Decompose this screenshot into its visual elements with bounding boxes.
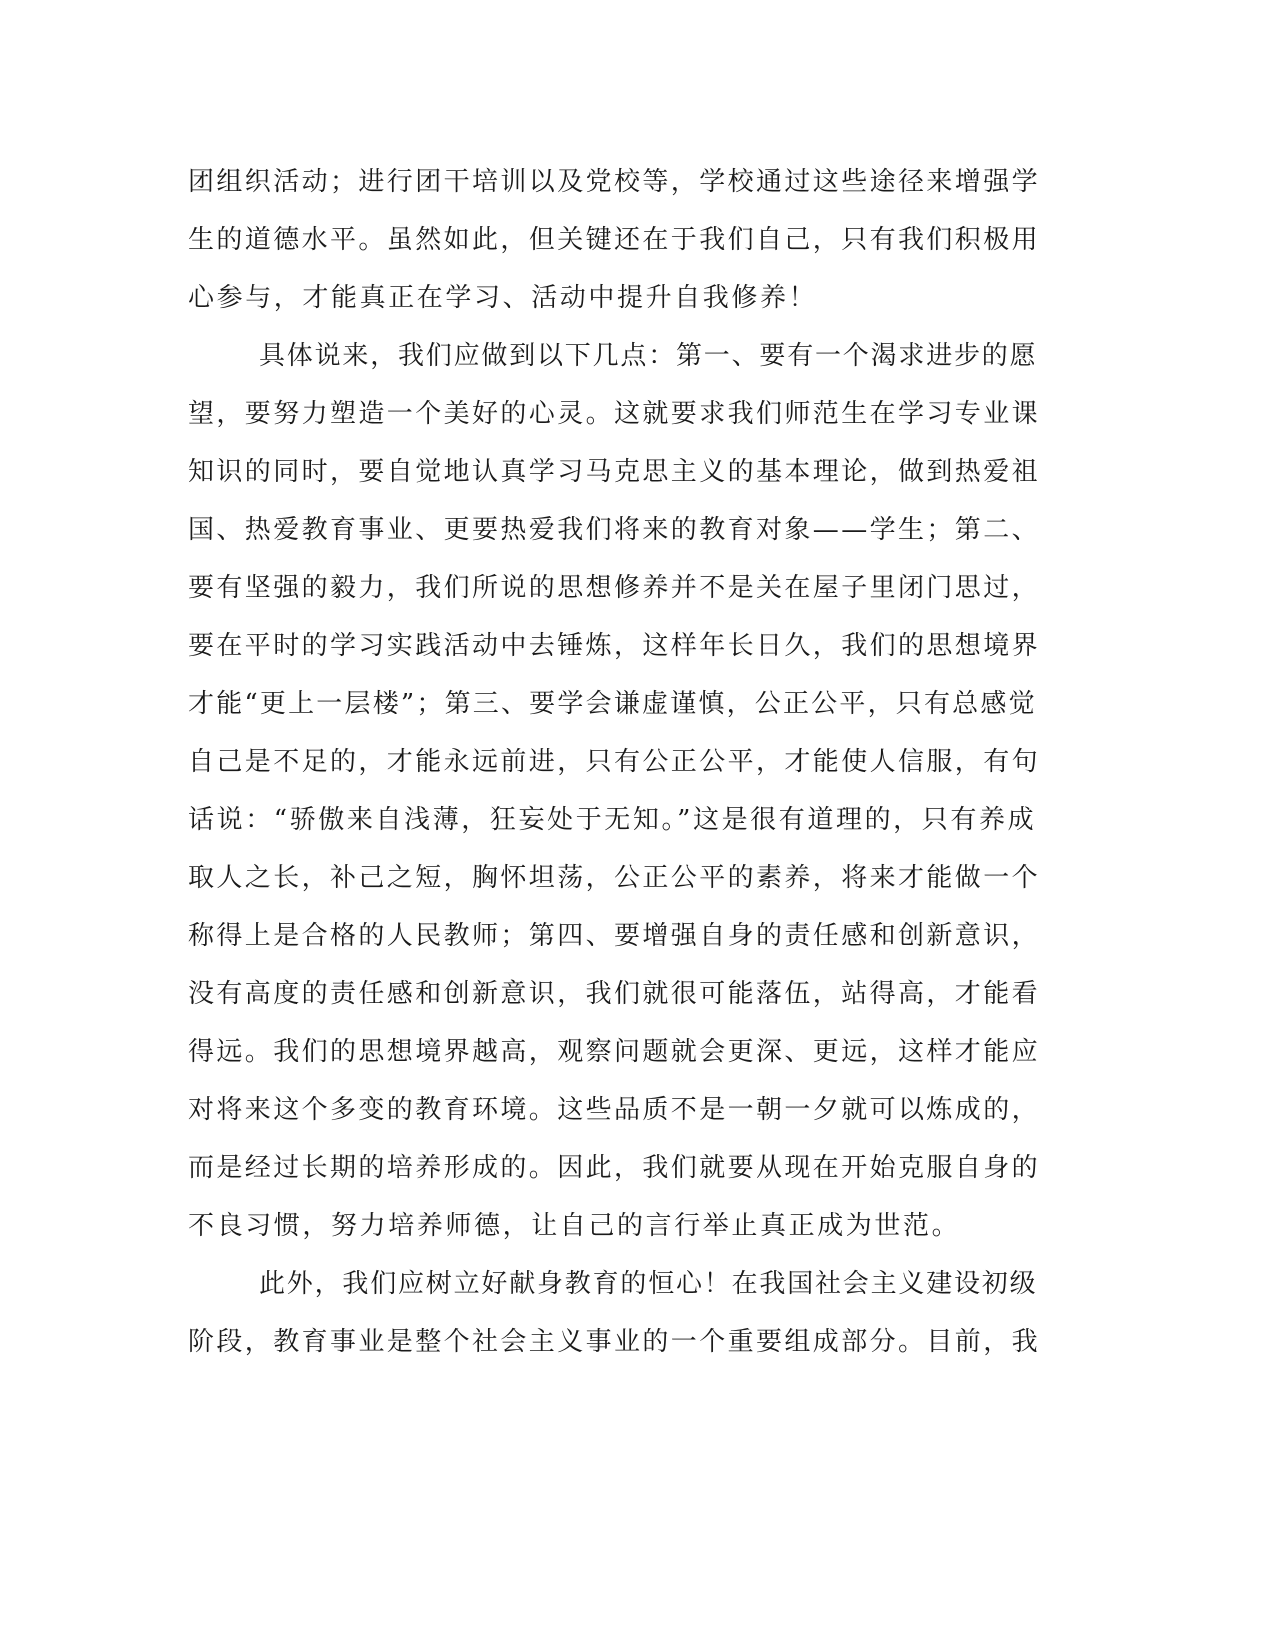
text-line: 心参与，才能真正在学习、活动中提升自我修养！ bbox=[188, 283, 818, 313]
paragraph-start-line: 具体说来，我们应做到以下几点：第一、要有一个渴求进步的愿 bbox=[259, 341, 1038, 371]
text-line: 生的道德水平。虽然如此，但关键还在于我们自己，只有我们积极用 bbox=[188, 225, 1041, 255]
text-line: 对将来这个多变的教育环境。这些品质不是一朝一夕就可以炼成的， bbox=[188, 1095, 1041, 1125]
text-line: 而是经过长期的培养形成的。因此，我们就要从现在开始克服自身的 bbox=[188, 1153, 1041, 1183]
text-line: 要有坚强的毅力，我们所说的思想修养并不是关在屋子里闭门思过， bbox=[188, 573, 1041, 603]
text-line: 自己是不足的，才能永远前进，只有公正公平，才能使人信服，有句 bbox=[188, 747, 1041, 777]
text-line: 知识的同时，要自觉地认真学习马克思主义的基本理论，做到热爱祖 bbox=[188, 457, 1041, 487]
text-line: 团组织活动；进行团干培训以及党校等，学校通过这些途径来增强学 bbox=[188, 167, 1041, 197]
text-line: 称得上是合格的人民教师；第四、要增强自身的责任感和创新意识， bbox=[188, 921, 1041, 951]
text-line: 国、热爱教育事业、更要热爱我们将来的教育对象——学生；第二、 bbox=[188, 515, 1041, 545]
text-line: 要在平时的学习实践活动中去锤炼，这样年长日久，我们的思想境界 bbox=[188, 631, 1041, 661]
paragraph-start-line: 此外，我们应树立好献身教育的恒心！在我国社会主义建设初级 bbox=[259, 1269, 1038, 1299]
text-line: 才能“更上一层楼”；第三、要学会谦虚谨慎，公正公平，只有总感觉 bbox=[188, 689, 1037, 719]
text-line: 话说：“骄傲来自浅薄，狂妄处于无知。”这是很有道理的，只有养成 bbox=[188, 805, 1037, 835]
text-line: 取人之长，补己之短，胸怀坦荡，公正公平的素养，将来才能做一个 bbox=[188, 863, 1041, 893]
text-line: 阶段，教育事业是整个社会主义事业的一个重要组成部分。目前，我 bbox=[188, 1327, 1041, 1357]
text-line: 不良习惯，努力培养师德，让自己的言行举止真正成为世范。 bbox=[188, 1211, 961, 1241]
text-line: 望，要努力塑造一个美好的心灵。这就要求我们师范生在学习专业课 bbox=[188, 399, 1041, 429]
text-line: 没有高度的责任感和创新意识，我们就很可能落伍，站得高，才能看 bbox=[188, 979, 1041, 1009]
text-line: 得远。我们的思想境界越高，观察问题就会更深、更远，这样才能应 bbox=[188, 1037, 1041, 1067]
